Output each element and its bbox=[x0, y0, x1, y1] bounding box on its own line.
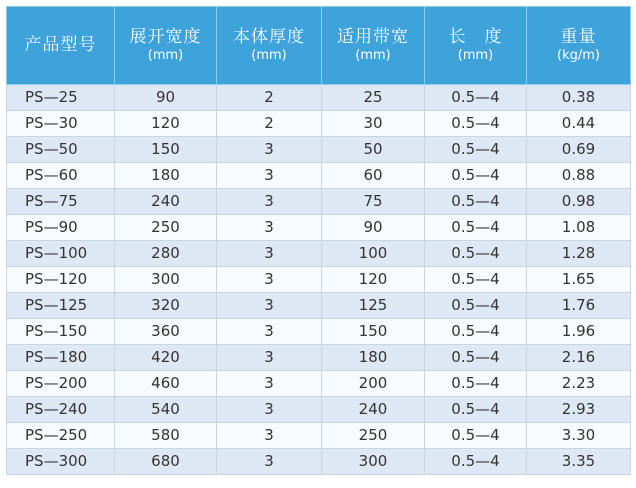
table-row bbox=[7, 371, 631, 397]
cell-weight: 2.23 bbox=[527, 371, 631, 397]
cell-body-thickness: 3 bbox=[217, 163, 322, 189]
spec-table bbox=[6, 6, 631, 475]
table-row bbox=[7, 163, 631, 189]
cell-belt-width: 60 bbox=[322, 163, 425, 189]
header-unfold-width-title: 展开宽度 bbox=[129, 26, 202, 47]
cell-unfold-width: 300 bbox=[115, 267, 217, 293]
cell-belt-width: 125 bbox=[322, 293, 425, 319]
cell-body-thickness: 3 bbox=[217, 449, 322, 475]
cell-belt-width: 30 bbox=[322, 111, 425, 137]
cell-length: 0.5—4 bbox=[425, 293, 527, 319]
cell-weight: 0.88 bbox=[527, 163, 631, 189]
table-row bbox=[7, 111, 631, 137]
header-weight-title: 重量 bbox=[560, 26, 597, 47]
cell-body-thickness: 3 bbox=[217, 293, 322, 319]
cell-belt-width: 240 bbox=[322, 397, 425, 423]
cell-weight: 3.30 bbox=[527, 423, 631, 449]
cell-belt-width: 250 bbox=[322, 423, 425, 449]
cell-length: 0.5—4 bbox=[425, 85, 527, 111]
cell-unfold-width: 280 bbox=[115, 241, 217, 267]
cell-model: PS—200 bbox=[7, 371, 115, 397]
cell-length: 0.5—4 bbox=[425, 189, 527, 215]
table-row bbox=[7, 85, 631, 111]
cell-model: PS—180 bbox=[7, 345, 115, 371]
cell-model: PS—125 bbox=[7, 293, 115, 319]
cell-weight: 0.38 bbox=[527, 85, 631, 111]
header-belt-width bbox=[322, 7, 425, 85]
cell-weight: 0.69 bbox=[527, 137, 631, 163]
table-row bbox=[7, 345, 631, 371]
table-row bbox=[7, 215, 631, 241]
cell-length: 0.5—4 bbox=[425, 241, 527, 267]
cell-length: 0.5—4 bbox=[425, 267, 527, 293]
header-body-thickness bbox=[217, 7, 322, 85]
cell-model: PS—120 bbox=[7, 267, 115, 293]
cell-model: PS—250 bbox=[7, 423, 115, 449]
cell-unfold-width: 680 bbox=[115, 449, 217, 475]
cell-belt-width: 300 bbox=[322, 449, 425, 475]
cell-belt-width: 180 bbox=[322, 345, 425, 371]
table-body bbox=[7, 85, 631, 475]
header-belt-width-title: 适用带宽 bbox=[337, 26, 409, 47]
cell-length: 0.5—4 bbox=[425, 111, 527, 137]
cell-body-thickness: 3 bbox=[217, 241, 322, 267]
header-body-thickness-unit: (mm) bbox=[251, 48, 287, 63]
header-unfold-width bbox=[115, 7, 217, 85]
header-unfold-width-unit: (mm) bbox=[147, 48, 184, 63]
cell-unfold-width: 580 bbox=[115, 423, 217, 449]
cell-weight: 1.96 bbox=[527, 319, 631, 345]
table-row bbox=[7, 189, 631, 215]
cell-body-thickness: 3 bbox=[217, 423, 322, 449]
cell-unfold-width: 460 bbox=[115, 371, 217, 397]
header-model-title: 产品型号 bbox=[24, 34, 97, 55]
header-length-title: 长 度 bbox=[448, 26, 503, 47]
header-model bbox=[7, 7, 115, 85]
header-row bbox=[7, 7, 631, 85]
cell-body-thickness: 3 bbox=[217, 215, 322, 241]
cell-weight: 1.65 bbox=[527, 267, 631, 293]
cell-model: PS—25 bbox=[7, 85, 115, 111]
cell-belt-width: 150 bbox=[322, 319, 425, 345]
cell-body-thickness: 3 bbox=[217, 137, 322, 163]
table-row bbox=[7, 319, 631, 345]
cell-unfold-width: 320 bbox=[115, 293, 217, 319]
table-row bbox=[7, 241, 631, 267]
cell-weight: 1.28 bbox=[527, 241, 631, 267]
cell-weight: 1.76 bbox=[527, 293, 631, 319]
cell-weight: 0.98 bbox=[527, 189, 631, 215]
cell-model: PS—150 bbox=[7, 319, 115, 345]
header-length bbox=[425, 7, 527, 85]
table-row bbox=[7, 267, 631, 293]
cell-model: PS—30 bbox=[7, 111, 115, 137]
cell-weight: 3.35 bbox=[527, 449, 631, 475]
cell-unfold-width: 150 bbox=[115, 137, 217, 163]
cell-unfold-width: 360 bbox=[115, 319, 217, 345]
cell-belt-width: 200 bbox=[322, 371, 425, 397]
table-row bbox=[7, 423, 631, 449]
cell-body-thickness: 3 bbox=[217, 345, 322, 371]
cell-belt-width: 75 bbox=[322, 189, 425, 215]
cell-body-thickness: 3 bbox=[217, 371, 322, 397]
cell-length: 0.5—4 bbox=[425, 449, 527, 475]
header-belt-width-unit: (mm) bbox=[355, 48, 391, 63]
cell-body-thickness: 2 bbox=[217, 85, 322, 111]
table-row bbox=[7, 449, 631, 475]
cell-model: PS—300 bbox=[7, 449, 115, 475]
cell-body-thickness: 3 bbox=[217, 189, 322, 215]
cell-weight: 2.16 bbox=[527, 345, 631, 371]
cell-belt-width: 100 bbox=[322, 241, 425, 267]
cell-weight: 2.93 bbox=[527, 397, 631, 423]
cell-unfold-width: 420 bbox=[115, 345, 217, 371]
cell-body-thickness: 3 bbox=[217, 267, 322, 293]
cell-length: 0.5—4 bbox=[425, 163, 527, 189]
cell-unfold-width: 90 bbox=[115, 85, 217, 111]
cell-belt-width: 120 bbox=[322, 267, 425, 293]
cell-model: PS—240 bbox=[7, 397, 115, 423]
cell-unfold-width: 120 bbox=[115, 111, 217, 137]
cell-length: 0.5—4 bbox=[425, 319, 527, 345]
header-weight-unit: (kg/m) bbox=[557, 48, 600, 63]
cell-weight: 0.44 bbox=[527, 111, 631, 137]
cell-unfold-width: 540 bbox=[115, 397, 217, 423]
header-length-unit: (mm) bbox=[457, 48, 494, 63]
cell-unfold-width: 250 bbox=[115, 215, 217, 241]
cell-length: 0.5—4 bbox=[425, 345, 527, 371]
cell-weight: 1.08 bbox=[527, 215, 631, 241]
cell-model: PS—75 bbox=[7, 189, 115, 215]
cell-length: 0.5—4 bbox=[425, 371, 527, 397]
cell-unfold-width: 180 bbox=[115, 163, 217, 189]
cell-model: PS—60 bbox=[7, 163, 115, 189]
table-header bbox=[7, 7, 631, 85]
header-body-thickness-title: 本体厚度 bbox=[233, 26, 305, 47]
cell-body-thickness: 3 bbox=[217, 397, 322, 423]
cell-unfold-width: 240 bbox=[115, 189, 217, 215]
cell-model: PS—100 bbox=[7, 241, 115, 267]
spec-table-container bbox=[6, 6, 630, 475]
cell-model: PS—50 bbox=[7, 137, 115, 163]
cell-length: 0.5—4 bbox=[425, 397, 527, 423]
cell-belt-width: 90 bbox=[322, 215, 425, 241]
cell-belt-width: 25 bbox=[322, 85, 425, 111]
table-row bbox=[7, 293, 631, 319]
cell-body-thickness: 2 bbox=[217, 111, 322, 137]
cell-body-thickness: 3 bbox=[217, 319, 322, 345]
header-weight bbox=[527, 7, 631, 85]
cell-length: 0.5—4 bbox=[425, 423, 527, 449]
cell-model: PS—90 bbox=[7, 215, 115, 241]
table-row bbox=[7, 137, 631, 163]
cell-length: 0.5—4 bbox=[425, 215, 527, 241]
table-row bbox=[7, 397, 631, 423]
cell-belt-width: 50 bbox=[322, 137, 425, 163]
cell-length: 0.5—4 bbox=[425, 137, 527, 163]
